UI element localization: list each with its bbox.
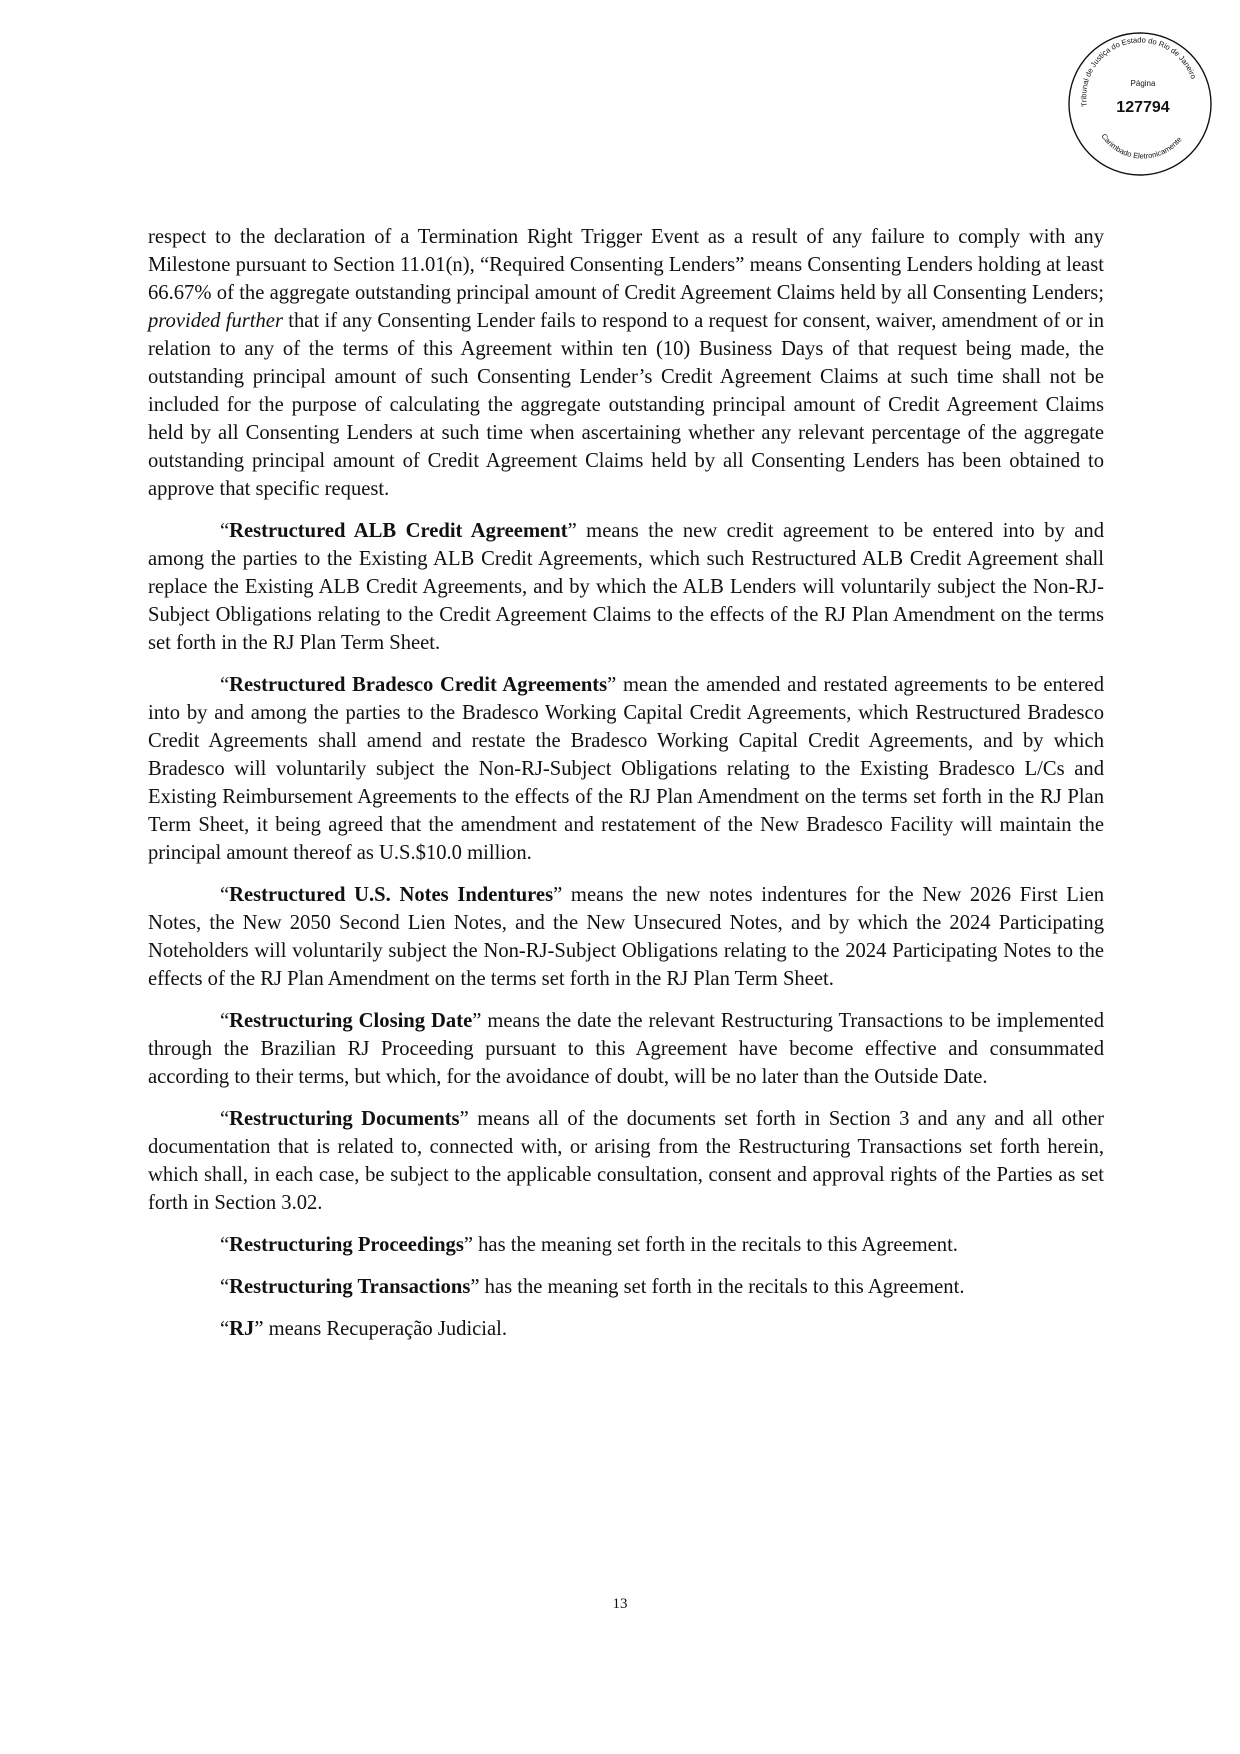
definition-restructured-us-notes-indentures (148, 881, 1104, 993)
defined-term: Restructuring Proceedings (229, 1234, 464, 1256)
definition-text: ” has the meaning set forth in the recitals to this Agreement. (463, 1234, 958, 1256)
open-quote: “ (220, 1276, 230, 1298)
italic-phrase: provided further (148, 310, 283, 332)
stamp-label: Página (1130, 79, 1156, 88)
definition-restructured-bradesco-credit-agreements (148, 671, 1104, 867)
definition-text: ” has the meaning set forth in the recitals to this Agreement. (470, 1276, 965, 1298)
open-quote: “ (220, 1108, 230, 1130)
document-body (148, 223, 1104, 1357)
stamp-number: 127794 (1116, 99, 1170, 116)
page-number: 13 (612, 1596, 628, 1612)
open-quote: “ (220, 1010, 230, 1032)
definition-text: ” means the date the relevant Restructuring Transactions to be implemented through the Brazilian RJ Proceeding pursuant to this Agreement have become effective and consummated according to their terms, but which, for the avoidance of doubt, will be no later than the Outside Date. (148, 1010, 1104, 1088)
defined-term: Restructured U.S. Notes Indentures (229, 884, 554, 906)
defined-term: Restructured ALB Credit Agreement (229, 520, 568, 542)
court-stamp (1066, 30, 1214, 178)
defined-term: Restructuring Closing Date (229, 1010, 473, 1032)
defined-term: Restructuring Documents (229, 1108, 460, 1130)
open-quote: “ (220, 884, 230, 906)
definition-restructuring-proceedings (148, 1231, 1104, 1259)
definition-text: ” mean the amended and restated agreements to be entered into by and among the parties to the Bradesco Working Capital Credit Agreements, which Restructured Bradesco Credit Agreements shall amend and restate the Bradesco Working Capital Credit Agreements, and by which Bradesco will voluntarily subject the Non-RJ-Subject Obligations relating to the Existing Bradesco L/Cs and Existing Reimbursement Agreements to the effects of the RJ Plan Amendment on the terms set forth in the RJ Plan Term Sheet, it being agreed that the amendment and restatement of the New Bradesco Facility will maintain the principal amount thereof as U.S.$10.0 million. (148, 674, 1104, 864)
open-quote: “ (220, 1318, 230, 1340)
open-quote: “ (220, 520, 230, 542)
stamp-arc-bottom-text: Carimbado Eletronicamente (1099, 131, 1184, 161)
definition-text: ” means the new notes indentures for the New 2026 First Lien Notes, the New 2050 Second Lien Notes, and the New Unsecured Notes, and by which the 2024 Participating Noteholders will voluntarily subject the Non-RJ-Subject Obligations relating to the 2024 Participating Notes to the effects of the RJ Plan Amendment on the terms set forth in the RJ Plan Term Sheet. (148, 884, 1105, 990)
defined-term: Restructured Bradesco Credit Agreements (229, 674, 608, 696)
definition-rj (148, 1315, 1104, 1343)
definition-text: ” means the new credit agreement to be entered into by and among the parties to the Existing ALB Credit Agreements, which such Restructured ALB Credit Agreement shall replace the Existing ALB Credit Agreements, and by which the ALB Lenders will voluntarily subject the Non-RJ-Subject Obligations relating to the Credit Agreement Claims to the effects of the RJ Plan Amendment on the terms set forth in the RJ Plan Term Sheet. (148, 520, 1104, 654)
open-quote: “ (220, 674, 230, 696)
stamp-arc-top-text: Tribunal de Justiça do Estado do Rio de Janeiro (1079, 35, 1199, 108)
defined-term: Restructuring Transactions (229, 1276, 471, 1298)
definition-text: ” means Recuperação Judicial. (254, 1318, 508, 1340)
definition-restructuring-documents (148, 1105, 1104, 1217)
definition-restructuring-closing-date (148, 1007, 1104, 1091)
definition-text: ” means all of the documents set forth in Section 3 and any and all other documentation that is related to, connected with, or arising from the Restructuring Transactions set forth herein, which shall, in each case, be subject to the applicable consultation, consent and approval rights of the Parties as set forth in Section 3.02. (148, 1108, 1104, 1214)
continued-definition-paragraph (148, 223, 1104, 503)
definition-restructured-alb-credit-agreement (148, 517, 1104, 657)
definition-restructuring-transactions (148, 1273, 1104, 1301)
open-quote: “ (220, 1234, 230, 1256)
paragraph-text: respect to the declaration of a Termination Right Trigger Event as a result of any failure to comply with any Milestone pursuant to Section 11.01(n), “Required Consenting Lenders” means Consenting Lenders holding at least 66.67% of the aggregate outstanding principal amount of Credit Agreement Claims held by all Consenting Lenders; (148, 226, 1104, 304)
defined-term: RJ (229, 1318, 255, 1340)
paragraph-text-continued: that if any Consenting Lender fails to respond to a request for consent, waiver, amendment of or in relation to any of the terms of this Agreement within ten (10) Business Days of that request being made, the outstanding principal amount of such Consenting Lender’s Credit Agreement Claims at such time shall not be included for the purpose of calculating the aggregate outstanding principal amount of Credit Agreement Claims held by all Consenting Lenders at such time when ascertaining whether any relevant percentage of the aggregate outstanding principal amount of Credit Agreement Claims held by all Consenting Lenders has been obtained to approve that specific request. (148, 310, 1105, 500)
stamp-seal-graphic (1066, 30, 1214, 178)
